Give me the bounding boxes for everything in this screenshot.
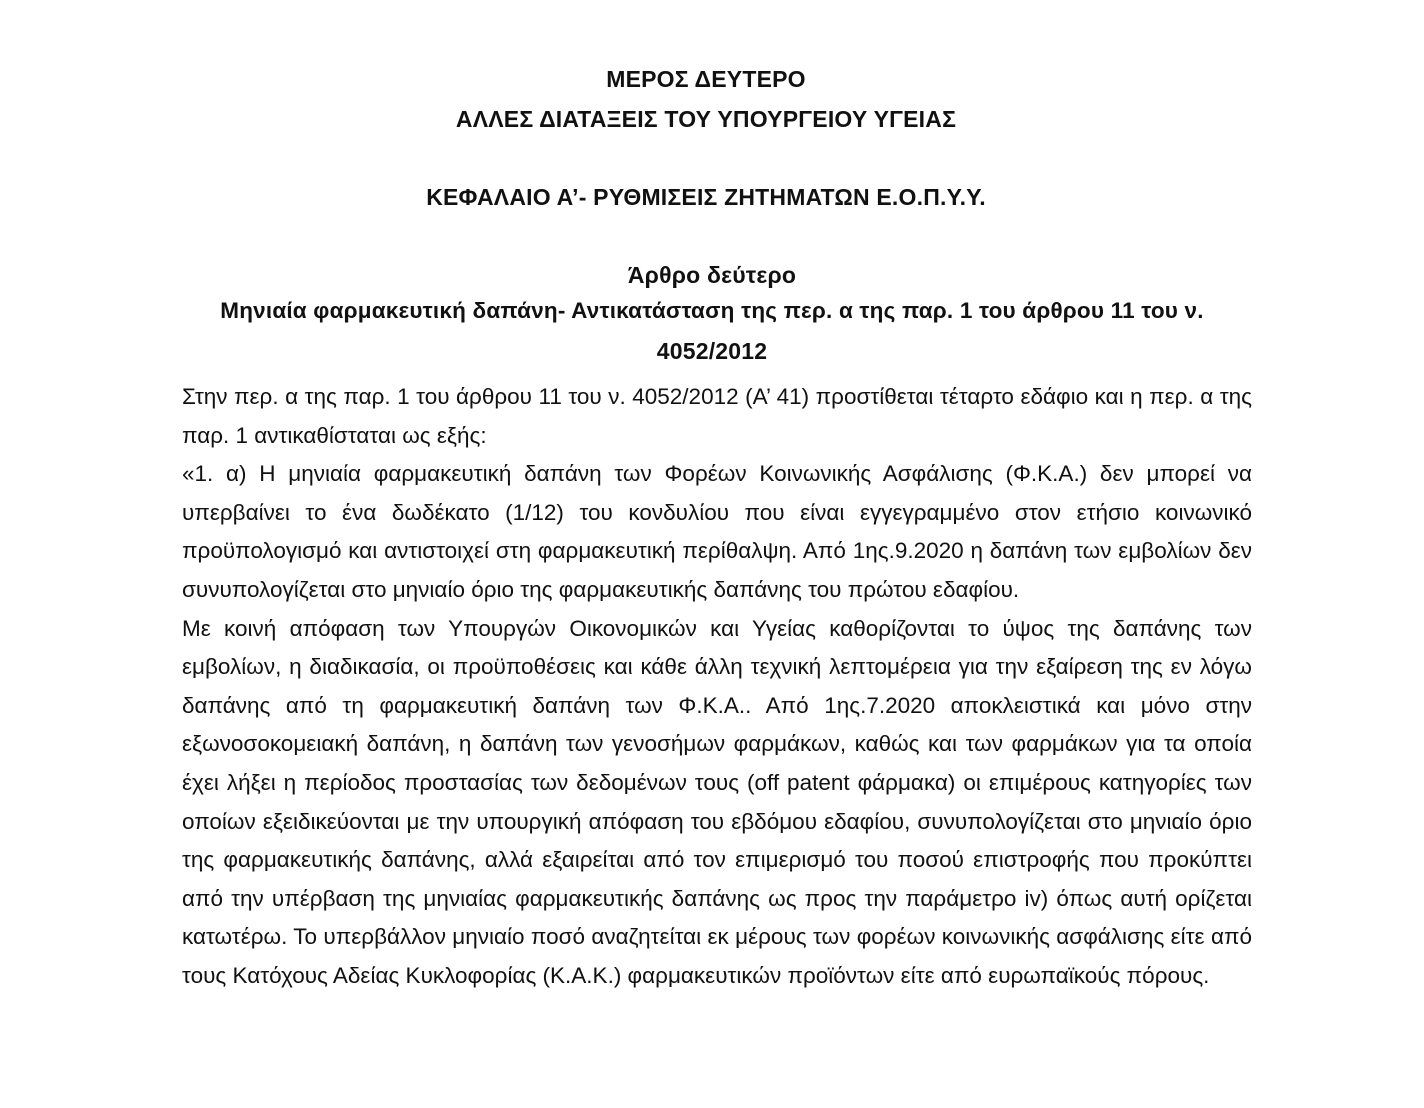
paragraph-amendment: «1. α) Η μηνιαία φαρμακευτική δαπάνη των Φορέων Κοινωνικής Ασφάλισης (Φ.Κ.Α.) δεν μπορεί να υπερβαίνει το ένα δωδέκατο (1/12) του κονδυλίου που είναι εγγεγραμμένο στον ετήσιο κοινωνικό προϋπολογισμό και αντιστοιχεί στη φαρμακευτική περίθαλψη. Από 1ης.9.2020 η δαπάνη των εμβολίων δεν συνυπολογίζεται στο μηνιαίο όριο της φαρμακευτικής δαπάνης του πρώτου εδαφίου. — [182, 461, 1252, 602]
chapter-title: ΚΕΦΑΛΑΙΟ Α’- ΡΥΘΜΙΣΕΙΣ ΖΗΤΗΜΑΤΩΝ Ε.Ο.Π.Υ.Υ. — [426, 184, 986, 210]
article-title-line2: 4052/2012 — [656, 338, 768, 364]
part-subtitle: ΑΛΛΕΣ ΔΙΑΤΑΞΕΙΣ ΤΟΥ ΥΠΟΥΡΓΕΙΟΥ ΥΓΕΙΑΣ — [455, 106, 957, 132]
article-number: Άρθρο δεύτερο — [627, 262, 797, 288]
article-body — [182, 378, 1252, 996]
paragraph-intro: Στην περ. α της παρ. 1 του άρθρου 11 του ν. 4052/2012 (Α’ 41) προστίθεται τέταρτο εδάφιο και η περ. α της παρ. 1 αντικαθίσταται ως εξής: — [182, 384, 1252, 448]
paragraph-ministerial-decision: Με κοινή απόφαση των Υπουργών Οικονομικών και Υγείας καθορίζονται το ύψος της δαπάνης των εμβολίων, η διαδικασία, οι προϋποθέσεις και κάθε άλλη τεχνική λεπτομέρεια για την εξαίρεση της εν λόγω δαπάνης από τη φαρμακευτική δαπάνη των Φ.Κ.Α.. Από 1ης.7.2020 αποκλειστικά και μόνο στην εξωνοσοκομειακή δαπάνη, η δαπάνη των γενοσήμων φαρμάκων, καθώς και των φαρμάκων για τα οποία έχει λήξει η περίοδος προστασίας των δεδομένων τους (off patent φάρμακα) οι επιμέρους κατηγορίες των οποίων εξειδικεύονται με την υπουργική απόφαση του εβδόμου εδαφίου, συνυπολογίζεται στο μηνιαίο όριο της φαρμακευτικής δαπάνης, αλλά εξαιρείται από τον επιμερισμό του ποσού επιστροφής που προκύπτει από την υπέρβαση της μηνιαίας φαρμακευτικής δαπάνης ως προς την παράμετρο iv) όπως αυτή ορίζεται κατωτέρω. Το υπερβάλλον μηνιαίο ποσό αναζητείται εκ μέρους των φορέων κοινωνικής ασφάλισης είτε από τους Κατόχους Αδείας Κυκλοφορίας (Κ.Α.Κ.) φαρμακευτικών προϊόντων είτε από ευρωπαϊκούς πόρους. — [182, 615, 1252, 988]
article-title-line1: Μηνιαία φαρμακευτική δαπάνη- Αντικατάσταση της περ. α της παρ. 1 του άρθρου 11 του ν. — [220, 298, 1204, 323]
part-title: ΜΕΡΟΣ ΔΕΥΤΕΡΟ — [606, 66, 806, 92]
cutoff-next-line — [174, 1098, 434, 1108]
